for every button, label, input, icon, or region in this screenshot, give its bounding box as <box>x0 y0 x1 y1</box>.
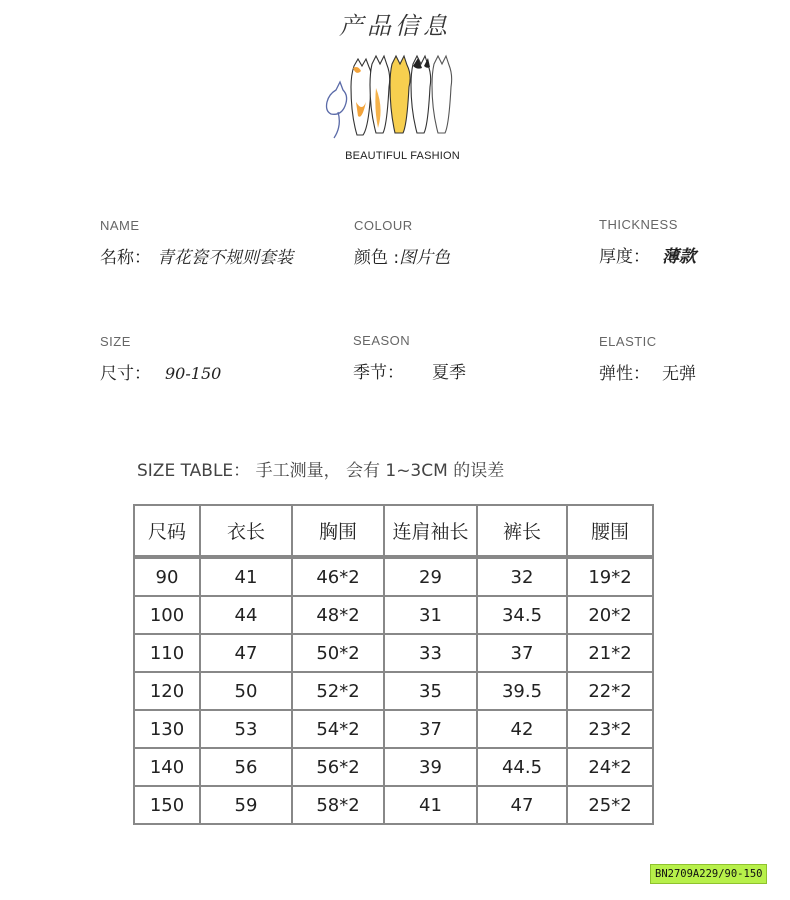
table-cell: 44.5 <box>477 748 567 786</box>
table-cell: 46*2 <box>292 557 384 596</box>
table-cell: 110 <box>134 634 200 672</box>
attr-elastic-value: 无弹 <box>662 364 696 384</box>
attr-size-cn: 尺寸： <box>100 364 151 384</box>
attr-season <box>353 333 466 383</box>
table-cell: 25*2 <box>567 786 653 824</box>
table-cell: 56*2 <box>292 748 384 786</box>
attr-size-en: SIZE <box>100 334 131 349</box>
table-cell: 34.5 <box>477 596 567 634</box>
table-cell: 39 <box>384 748 477 786</box>
table-row <box>134 710 653 748</box>
table-cell: 53 <box>200 710 292 748</box>
table-cell: 39.5 <box>477 672 567 710</box>
attr-colour-en: COLOUR <box>354 218 413 233</box>
product-code-badge: BN2709A229/90-150 <box>650 864 767 884</box>
table-row <box>134 672 653 710</box>
table-cell: 100 <box>134 596 200 634</box>
attr-season-value: 夏季 <box>432 363 466 383</box>
attr-colour <box>354 218 450 268</box>
table-cell: 19*2 <box>567 557 653 596</box>
attr-thickness <box>599 217 696 267</box>
table-cell: 140 <box>134 748 200 786</box>
table-header: 连肩袖长 <box>384 505 477 557</box>
table-cell: 41 <box>200 557 292 596</box>
table-cell: 48*2 <box>292 596 384 634</box>
table-cell: 33 <box>384 634 477 672</box>
table-cell: 31 <box>384 596 477 634</box>
table-cell: 42 <box>477 710 567 748</box>
table-row <box>134 748 653 786</box>
attr-size <box>100 334 221 384</box>
table-cell: 90 <box>134 557 200 596</box>
table-cell: 150 <box>134 786 200 824</box>
table-header: 尺码 <box>134 505 200 557</box>
logo-caption: BEAUTIFUL FASHION <box>345 150 460 162</box>
size-table <box>133 504 654 825</box>
attr-elastic <box>599 334 696 384</box>
attr-thickness-value: 薄款 <box>662 247 696 267</box>
table-cell: 50 <box>200 672 292 710</box>
table-cell: 41 <box>384 786 477 824</box>
table-row <box>134 596 653 634</box>
table-cell: 20*2 <box>567 596 653 634</box>
table-header: 胸围 <box>292 505 384 557</box>
table-cell: 44 <box>200 596 292 634</box>
attr-size-value: 90-150 <box>165 364 222 383</box>
table-cell: 56 <box>200 748 292 786</box>
table-cell: 37 <box>477 634 567 672</box>
table-cell: 54*2 <box>292 710 384 748</box>
table-cell: 24*2 <box>567 748 653 786</box>
attr-season-en: SEASON <box>353 333 411 348</box>
attr-thickness-cn: 厚度： <box>599 247 650 267</box>
table-row <box>134 634 653 672</box>
table-cell: 22*2 <box>567 672 653 710</box>
attr-name <box>100 218 293 268</box>
table-cell: 32 <box>477 557 567 596</box>
attr-elastic-cn: 弹性： <box>599 364 650 384</box>
table-cell: 47 <box>200 634 292 672</box>
attr-name-cn: 名称： <box>100 248 151 268</box>
table-cell: 120 <box>134 672 200 710</box>
attr-colour-cn: 颜色 : <box>354 248 400 268</box>
attr-season-cn: 季节： <box>353 363 404 383</box>
table-cell: 21*2 <box>567 634 653 672</box>
table-row <box>134 786 653 824</box>
table-row <box>134 557 653 596</box>
table-header: 腰围 <box>567 505 653 557</box>
table-cell: 47 <box>477 786 567 824</box>
table-cell: 35 <box>384 672 477 710</box>
table-cell: 23*2 <box>567 710 653 748</box>
table-cell: 52*2 <box>292 672 384 710</box>
size-table-note: SIZE TABLE： 手工测量， 会有 1~3CM 的误差 <box>137 461 505 481</box>
table-cell: 29 <box>384 557 477 596</box>
attr-colour-value: 图片色 <box>399 248 451 268</box>
attr-name-value: 青花瓷不规则套装 <box>157 248 293 268</box>
table-header-row <box>134 505 653 557</box>
table-cell: 50*2 <box>292 634 384 672</box>
table-header: 裤长 <box>477 505 567 557</box>
table-cell: 37 <box>384 710 477 748</box>
attr-thickness-en: THICKNESS <box>599 217 678 232</box>
page-title: 产品信息 <box>339 12 451 40</box>
table-header: 衣长 <box>200 505 292 557</box>
table-cell: 59 <box>200 786 292 824</box>
table-cell: 130 <box>134 710 200 748</box>
table-cell: 58*2 <box>292 786 384 824</box>
attr-name-en: NAME <box>100 218 140 233</box>
attr-elastic-en: ELASTIC <box>599 334 657 349</box>
